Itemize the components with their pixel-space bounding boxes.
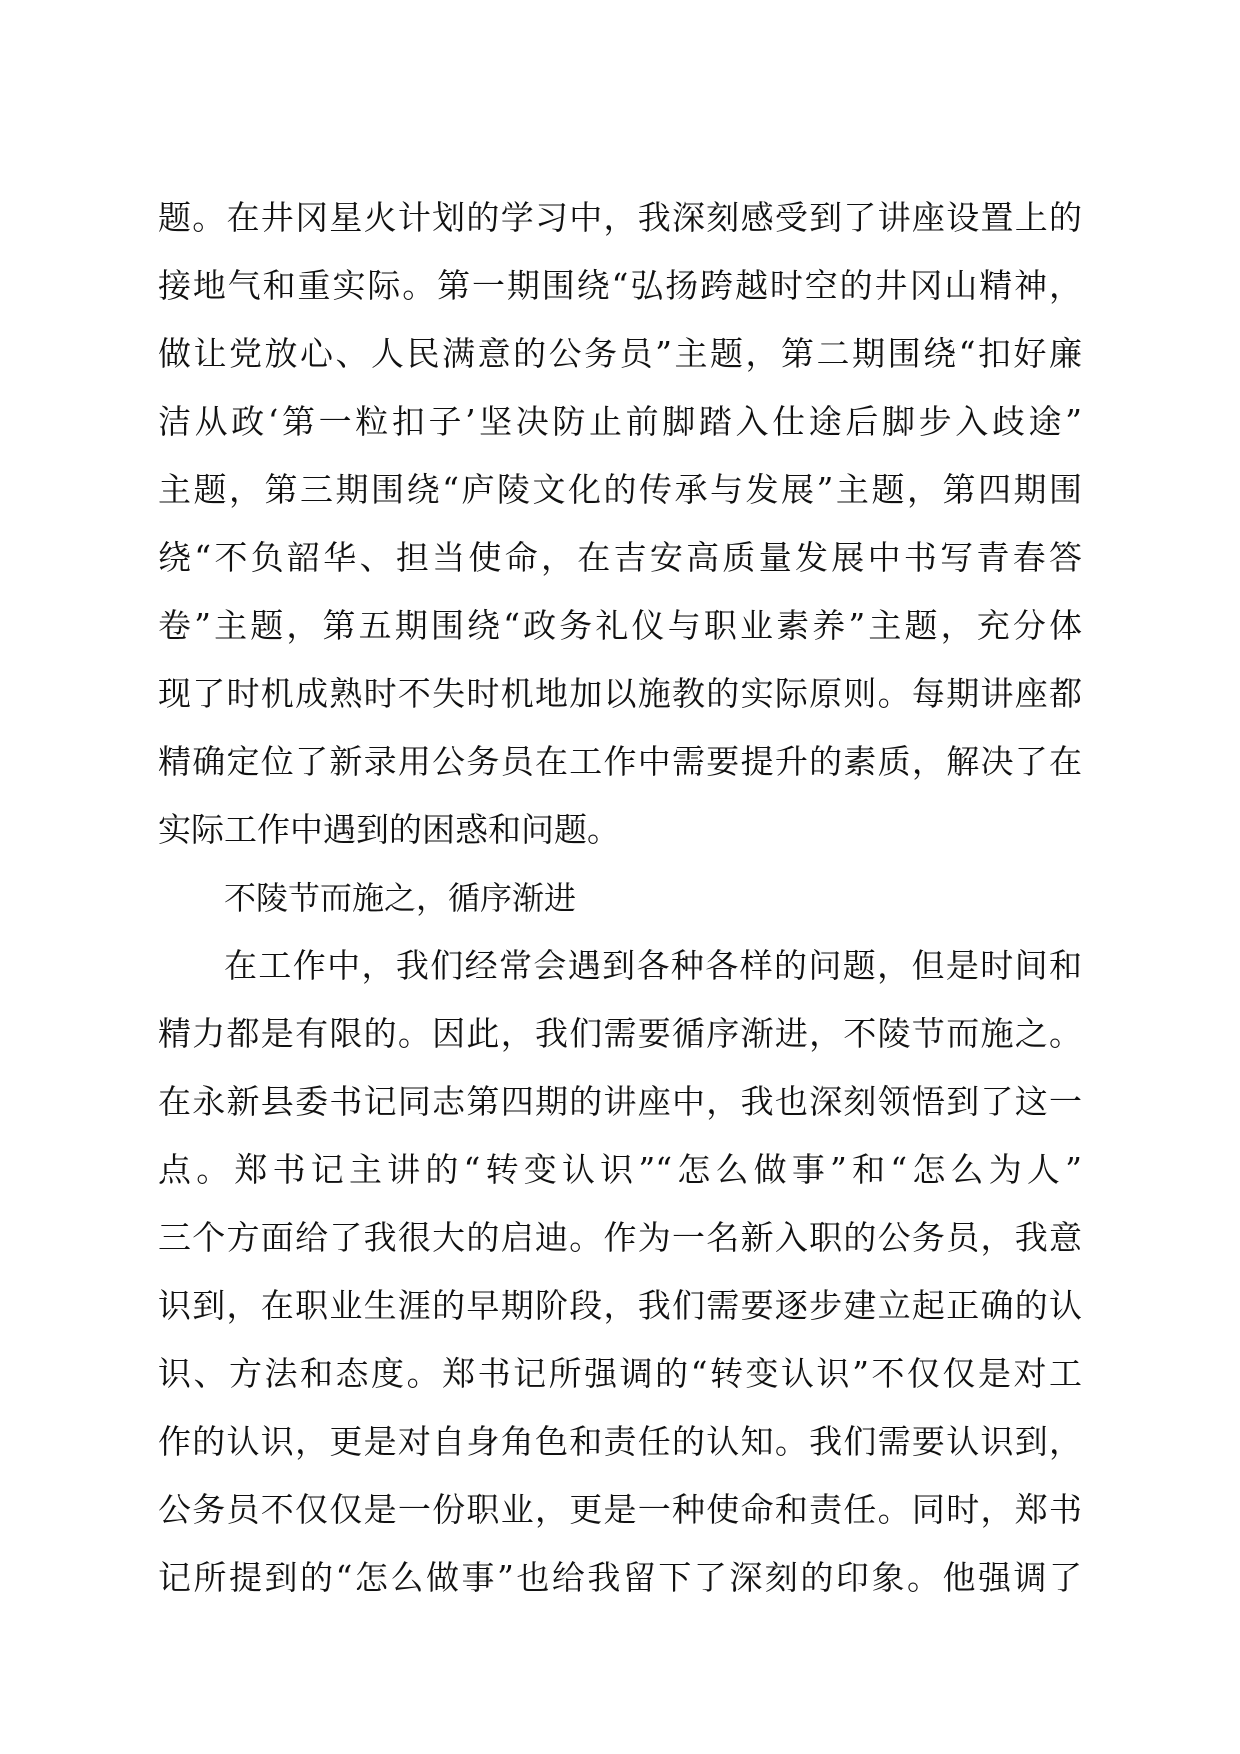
paragraph-2-line: 作的认识，更是对自身角色和责任的认知。我们需要认识到， [158, 1422, 1082, 1461]
paragraph-1-line: 主题，第三期围绕“庐陵文化的传承与发展”主题，第四期围 [158, 470, 1082, 509]
paragraph-2-line: 在永新县委书记同志第四期的讲座中，我也深刻领悟到了这一 [158, 1082, 1082, 1121]
paragraph-1-line: 精确定位了新录用公务员在工作中需要提升的素质，解决了在 [158, 742, 1082, 781]
paragraph-2-line-text: 在工作中，我们经常会遇到各种各样的问题，但是时间和 [224, 946, 1082, 985]
paragraph-2-line: 记所提到的“怎么做事”也给我留下了深刻的印象。他强调了 [158, 1558, 1082, 1597]
paragraph-2-line: 点。郑书记主讲的“转变认识”“怎么做事”和“怎么为人” [158, 1150, 1082, 1189]
paragraph-2-line: 公务员不仅仅是一份职业，更是一种使命和责任。同时，郑书 [158, 1490, 1082, 1529]
paragraph-1-line: 题。在井冈星火计划的学习中，我深刻感受到了讲座设置上的 [158, 198, 1082, 237]
paragraph-2-line: 三个方面给了我很大的启迪。作为一名新入职的公务员，我意 [158, 1218, 1082, 1257]
paragraph-1-line: 做让党放心、人民满意的公务员”主题，第二期围绕“扣好廉 [158, 334, 1082, 373]
paragraph-1-line: 接地气和重实际。第一期围绕“弘扬跨越时空的井冈山精神， [158, 266, 1082, 305]
document-body [158, 184, 1082, 1612]
paragraph-1-line: 卷”主题，第五期围绕“政务礼仪与职业素养”主题，充分体 [158, 606, 1082, 645]
paragraph-2-first-line [158, 932, 1082, 1000]
paragraph-2-line: 识到，在职业生涯的早期阶段，我们需要逐步建立起正确的认 [158, 1286, 1082, 1325]
paragraph-2-line: 识、方法和态度。郑书记所强调的“转变认识”不仅仅是对工 [158, 1354, 1082, 1393]
paragraph-1-line: 绕“不负韶华、担当使命，在吉安高质量发展中书写青春答 [158, 538, 1082, 577]
section-heading: 不陵节而施之，循序渐进 [224, 879, 577, 917]
paragraph-1-line: 洁从政‘第一粒扣子’坚决防止前脚踏入仕途后脚步入歧途” [158, 402, 1082, 441]
paragraph-2-line: 精力都是有限的。因此，我们需要循序渐进，不陵节而施之。 [158, 1014, 1082, 1053]
paragraph-1-line: 现了时机成熟时不失时机地加以施教的实际原则。每期讲座都 [158, 674, 1082, 713]
paragraph-1-line: 实际工作中遇到的困惑和问题。 [158, 810, 620, 849]
